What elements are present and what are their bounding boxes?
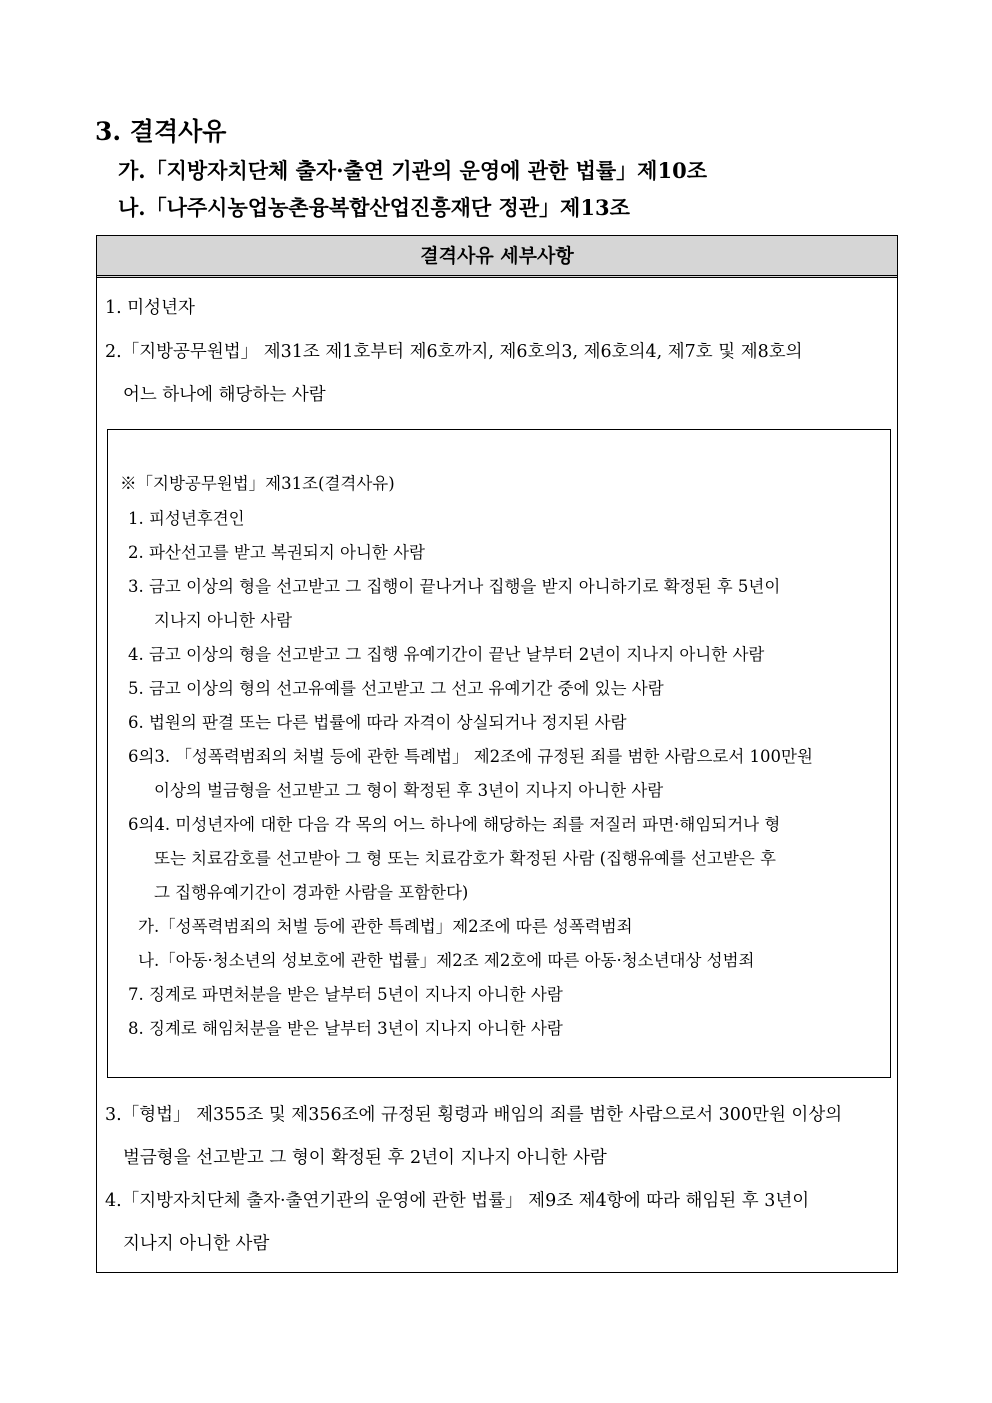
excerpt-line: 또는 치료감호를 선고받아 그 형 또는 치료감호가 확정된 사람 (집행유예를 선고받은 후 [154, 849, 776, 868]
excerpt-line: 6. 법원의 판결 또는 다른 법률에 따라 자격이 상실되거나 정지된 사람 [128, 713, 627, 732]
subheading-na: 나.「나주시농업농촌융복합산업진흥재단 정관」제13조 [118, 195, 630, 220]
excerpt-line: 8. 징계로 해임처분을 받은 날부터 3년이 지나지 아니한 사람 [128, 1019, 563, 1038]
item-3-cont: 벌금형을 선고받고 그 형이 확정된 후 2년이 지나지 아니한 사람 [123, 1148, 607, 1168]
excerpt-line: 지나지 아니한 사람 [154, 611, 293, 630]
excerpt-line: 6의4. 미성년자에 대한 다음 각 목의 어느 하나에 해당하는 죄를 저질러 파면·해임되거나 형 [128, 815, 781, 834]
box-header: 결격사유 세부사항 [97, 236, 897, 278]
excerpt-title: ※「지방공무원법」제31조(결격사유) [120, 474, 395, 493]
item-4: 4.「지방자치단체 출자·출연기관의 운영에 관한 법률」 제9조 제4항에 따라 해임된 후 3년이 [105, 1191, 810, 1211]
excerpt-line: 4. 금고 이상의 형을 선고받고 그 집행 유예기간이 끝난 날부터 2년이 지나지 아니한 사람 [128, 645, 765, 664]
item-2-cont: 어느 하나에 해당하는 사람 [123, 385, 326, 405]
item-3: 3.「형법」 제355조 및 제356조에 규정된 횡령과 배임의 죄를 범한 사람으로서 300만원 이상의 [105, 1105, 843, 1125]
excerpt-line: 5. 금고 이상의 형의 선고유예를 선고받고 그 선고 유예기간 중에 있는 사람 [128, 679, 664, 698]
item-2: 2.「지방공무원법」 제31조 제1호부터 제6호까지, 제6호의3, 제6호의4, 제7호 및 제8호의 [105, 342, 803, 362]
excerpt-line: 7. 징계로 파면처분을 받은 날부터 5년이 지나지 아니한 사람 [128, 985, 563, 1004]
excerpt-line: 나.「아동·청소년의 성보호에 관한 법률」제2조 제2호에 따른 아동·청소년대상 성범죄 [138, 951, 755, 970]
excerpt-line: 가.「성폭력범죄의 처벌 등에 관한 특례법」제2조에 따른 성폭력범죄 [138, 917, 633, 936]
disqualification-box [96, 235, 898, 1273]
excerpt-line: 1. 피성년후견인 [128, 509, 245, 528]
law-excerpt-box [107, 429, 891, 1078]
excerpt-line: 이상의 벌금형을 선고받고 그 형이 확정된 후 3년이 지나지 아니한 사람 [154, 781, 664, 800]
item-4-cont: 지나지 아니한 사람 [123, 1234, 270, 1254]
excerpt-line: 3. 금고 이상의 형을 선고받고 그 집행이 끝나거나 집행을 받지 아니하기로 확정된 후 5년이 [128, 577, 781, 596]
excerpt-line: 그 집행유예기간이 경과한 사람을 포함한다) [154, 883, 469, 902]
section-heading: 3. 결격사유 [95, 117, 227, 146]
excerpt-line: 6의3. 「성폭력범죄의 처벌 등에 관한 특례법」 제2조에 규정된 죄를 범한 사람으로서 100만원 [128, 747, 813, 766]
item-1: 1. 미성년자 [105, 298, 195, 318]
subheading-ga: 가.「지방자치단체 출자·출연 기관의 운영에 관한 법률」제10조 [118, 158, 707, 183]
excerpt-line: 2. 파산선고를 받고 복권되지 아니한 사람 [128, 543, 425, 562]
